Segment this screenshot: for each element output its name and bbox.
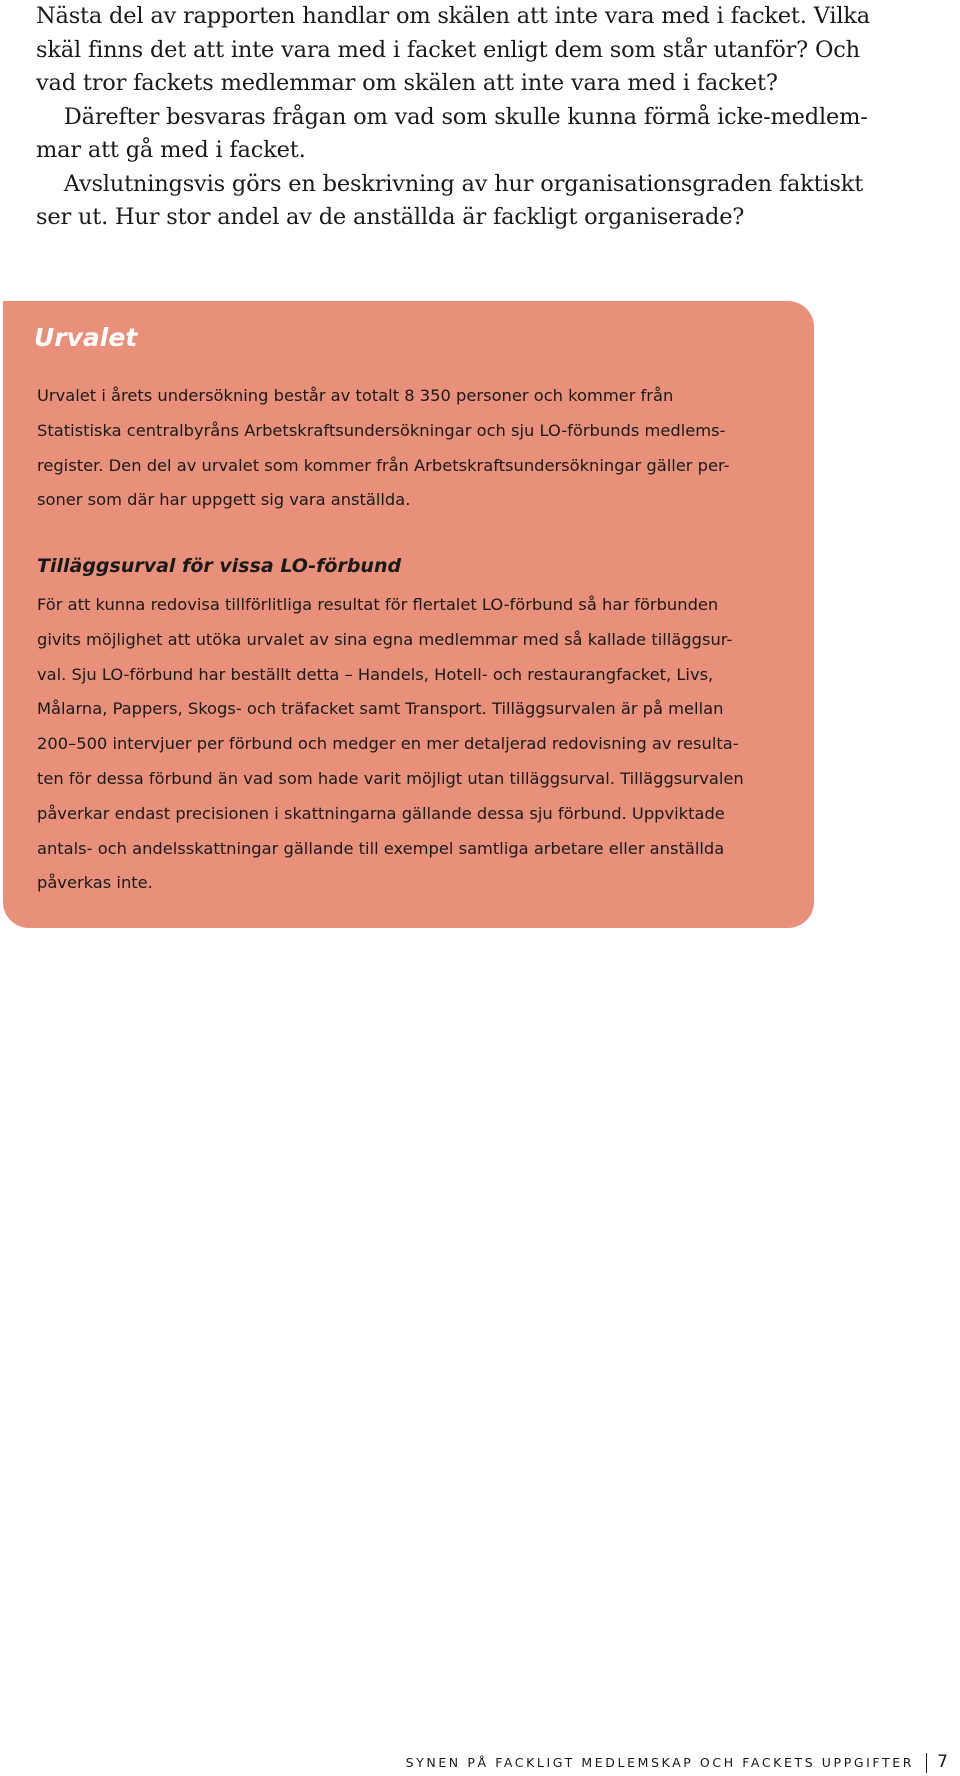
info-box-subheading: Tilläggsurval för vissa LO-förbund xyxy=(37,555,402,577)
text-line: Nästa del av rapporten handlar om skälen att inte vara med i facket. Vilka xyxy=(36,3,870,29)
text-line: antals- och andelsskattningar gällande till exempel samtliga arbetare eller anställda xyxy=(37,838,725,858)
text-line: givits möjlighet att utöka urvalet av sina egna medlemmar med så kallade tilläggsur- xyxy=(37,629,733,649)
text-line: mar att gå med i facket. xyxy=(36,137,306,163)
text-line: val. Sju LO-förbund har beställt detta – Handels, Hotell- och restaurangfacket, Livs, xyxy=(37,664,714,684)
intro-paragraph-3 xyxy=(36,168,864,235)
text-line: För att kunna redovisa tillförlitliga resultat för flertalet LO-förbund så har förbunden xyxy=(37,595,719,614)
text-line: soner som där har uppgett sig vara anställda. xyxy=(37,490,411,510)
text-line: ten för dessa förbund än vad som hade varit möjligt utan tilläggsurval. Tilläggsurvalen xyxy=(37,768,744,788)
text-line: 200–500 intervjuer per förbund och medger en mer detaljerad redovisning av resulta- xyxy=(37,734,739,754)
text-line: påverkar endast precisionen i skattningarna gällande dessa sju förbund. Uppviktade xyxy=(37,803,725,823)
text-line: Därefter besvaras frågan om vad som skulle kunna förmå icke-medlem- xyxy=(36,103,868,130)
footer-separator xyxy=(926,1753,927,1773)
text-line: påverkas inte. xyxy=(37,873,153,893)
text-line: Statistiska centralbyråns Arbetskraftsundersökningar och sju LO-förbunds medlems- xyxy=(37,420,726,440)
info-box-heading: Urvalet xyxy=(34,323,138,352)
text-line: skäl finns det att inte vara med i facket enligt dem som står utanför? Och xyxy=(36,36,860,63)
page-number: 7 xyxy=(937,1752,948,1772)
intro-text xyxy=(36,0,870,235)
text-line: Målarna, Pappers, Skogs- och träfacket samt Transport. Tilläggsurvalen är på mellan xyxy=(37,699,724,719)
intro-paragraph-1 xyxy=(36,0,870,101)
intro-paragraph-2 xyxy=(36,101,868,168)
info-box-paragraph-1 xyxy=(37,379,797,518)
footer-title: SYNEN PÅ FACKLIGT MEDLEMSKAP OCH FACKETS UPPGIFTER xyxy=(405,1755,914,1770)
text-line: ser ut. Hur stor andel av de anställda är fackligt organiserade? xyxy=(36,204,745,230)
text-line: Urvalet i årets undersökning består av totalt 8 350 personer och kommer från xyxy=(37,386,674,405)
text-line: Avslutningsvis görs en beskrivning av hur organisationsgraden faktiskt xyxy=(36,170,864,197)
page-footer xyxy=(0,1753,960,1773)
info-box-paragraph-2 xyxy=(37,588,797,901)
text-line: vad tror fackets medlemmar om skälen att inte vara med i facket? xyxy=(36,70,778,96)
text-line: register. Den del av urvalet som kommer från Arbetskraftsundersökningar gäller per- xyxy=(37,455,730,475)
